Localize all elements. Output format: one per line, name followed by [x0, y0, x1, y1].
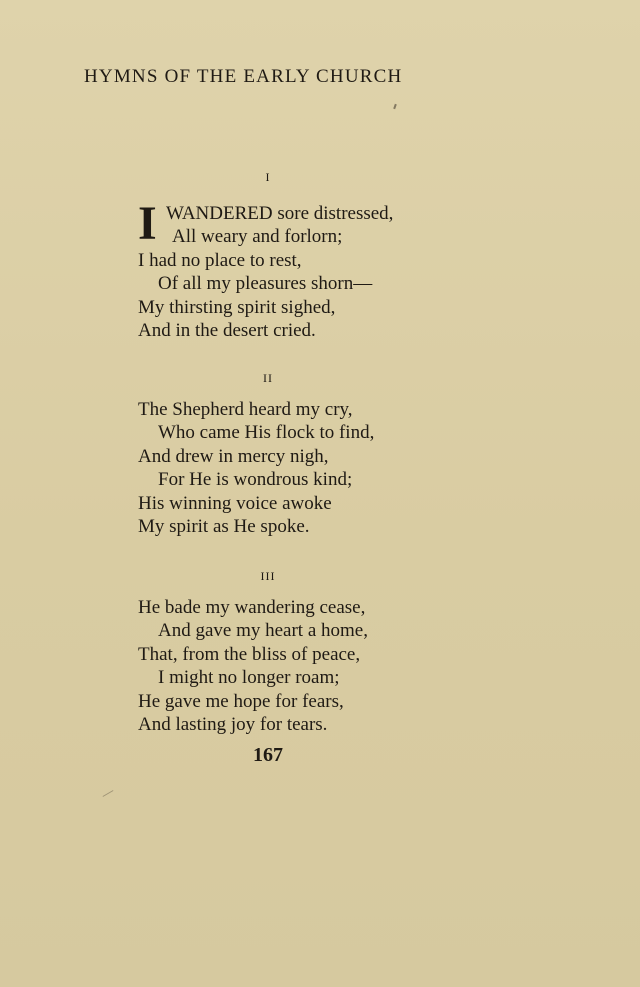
stanza-1-line-4: Of all my pleasures shorn— — [158, 273, 373, 295]
stanza-3-line-2: And gave my heart a home, — [158, 620, 368, 642]
stanza-3-line-5: He gave me hope for fears, — [138, 690, 344, 712]
stanza-2-line-2: Who came His flock to find, — [158, 422, 375, 444]
running-head: HYMNS OF THE EARLY CHURCH — [84, 66, 403, 87]
stanza-2-line-1: The Shepherd heard my cry, — [138, 399, 353, 420]
stanza-3-line-6: And lasting joy for tears. — [138, 713, 328, 735]
stanza-3 — [138, 596, 368, 736]
stanza-3-line-3: That, from the bliss of peace, — [138, 643, 361, 665]
stanza-2 — [138, 398, 374, 538]
paper-speck — [393, 104, 397, 109]
stanza-1 — [138, 197, 394, 342]
page-number: 167 — [253, 744, 283, 766]
stanza-1-line-1-text: WANDERED sore distressed, — [166, 203, 394, 224]
stanza-3-line-1: He bade my wandering cease, — [138, 597, 366, 618]
stanza-1-line-6: And in the desert cried. — [138, 319, 316, 341]
paper-speck — [103, 790, 114, 797]
stanza-1-line-5: My thirsting spirit sighed, — [138, 296, 336, 318]
stanza-1-line-2: All weary and forlorn; — [172, 226, 343, 248]
stanza-number-1: I — [265, 170, 271, 184]
stanza-1-line-3: I had no place to rest, — [138, 249, 302, 271]
stanza-2-line-6: My spirit as He spoke. — [138, 515, 310, 537]
stanza-2-line-3: And drew in mercy nigh, — [138, 445, 329, 467]
drop-cap: I — [138, 197, 157, 250]
stanza-3-line-4: I might no longer roam; — [158, 667, 340, 689]
stanza-number-3: III — [260, 569, 276, 583]
stanza-2-line-4: For He is wondrous kind; — [158, 469, 353, 491]
stanza-2-line-5: His winning voice awoke — [138, 492, 332, 514]
stanza-number-2: II — [263, 371, 273, 385]
